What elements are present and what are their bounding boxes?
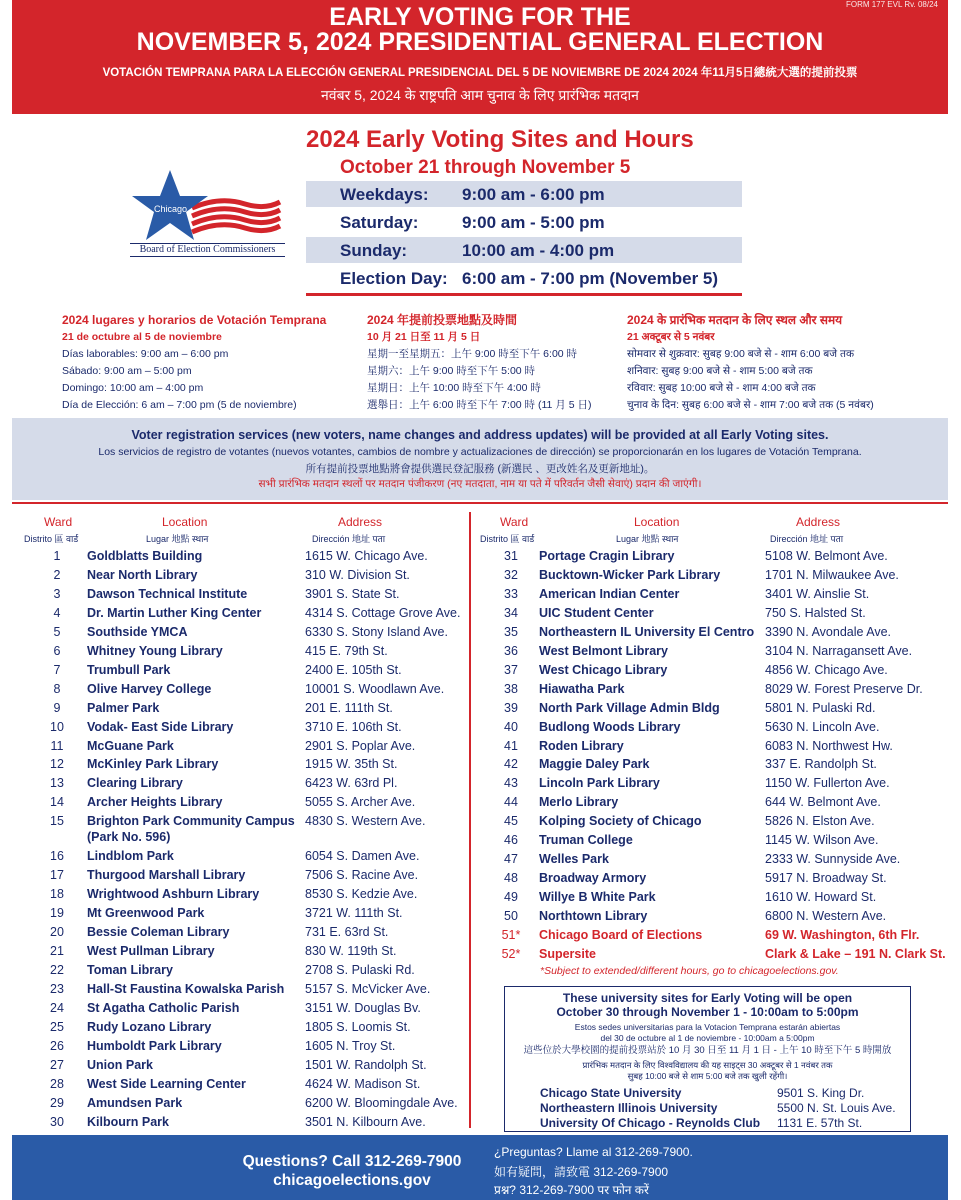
ward-row	[496, 625, 936, 644]
ward-address: 6423 W. 63rd Pl.	[305, 776, 398, 791]
ward-number: 7	[53, 662, 61, 677]
ward-number: 35	[504, 624, 518, 639]
sites-hours-title: 2024 Early Voting Sites and Hours	[306, 126, 694, 153]
ward-address: 6054 S. Damen Ave.	[305, 849, 420, 864]
ward-number: 31	[504, 549, 518, 563]
ward-number: 52*	[501, 946, 521, 961]
ward-address: 731 E. 63rd St.	[305, 925, 389, 940]
ward-location: Kilbourn Park	[87, 1114, 169, 1129]
ward-location: McGuane Park	[87, 738, 174, 753]
ward-number: 21	[50, 944, 64, 958]
header-address: Address	[796, 515, 841, 529]
ward-address: 201 E. 111th St.	[305, 700, 393, 715]
ward-number: 45	[504, 814, 518, 829]
ward-number: 2	[53, 567, 61, 582]
ward-row	[496, 852, 936, 871]
ward-address: 4624 W. Madison St.	[305, 1076, 421, 1091]
logo-org: Board of Election Commissioners	[130, 243, 285, 257]
ward-row	[496, 946, 946, 966]
ward-address: 4314 S. Cottage Grove Ave.	[305, 605, 461, 620]
ward-row	[496, 833, 936, 852]
ward-location: Whitney Young Library	[87, 643, 223, 658]
ward-address: 5055 S. Archer Ave.	[305, 795, 416, 810]
ward-row	[42, 682, 482, 701]
hours-line: Domingo: 10:00 am – 4:00 pm	[62, 382, 204, 394]
ward-row	[42, 944, 482, 963]
ward-address: 415 E. 79th St.	[305, 643, 388, 658]
ward-location: Palmer Park	[87, 700, 160, 715]
ward-address: 2333 W. Sunnyside Ave.	[765, 852, 901, 867]
header-address-sub: Dirección 地址 पता	[312, 534, 386, 544]
hours-value: 10:00 am - 4:00 pm	[462, 241, 615, 260]
footer-website-link[interactable]: chicagoelections.gov	[273, 1172, 431, 1189]
ward-row	[496, 644, 936, 663]
university-spanish-2: del 30 de octubre al 1 de noviembre - 10:00am a 5:00pm	[600, 1033, 815, 1043]
hours-chinese	[367, 312, 607, 414]
hours-row-election-day	[306, 265, 742, 291]
header-location-sub: Lugar 地點 स्थान	[146, 534, 209, 544]
ward-number: 19	[50, 906, 64, 921]
ward-number: 32	[504, 567, 518, 582]
ward-number: 39	[504, 700, 518, 715]
ward-number: 24	[50, 1000, 64, 1015]
ward-address: 8530 S. Kedzie Ave.	[305, 887, 418, 902]
hours-line: Días laborables: 9:00 am – 6:00 pm	[62, 348, 229, 360]
ward-row	[42, 1020, 482, 1039]
ward-row	[42, 1077, 482, 1096]
ward-location: Truman College	[539, 833, 633, 848]
hours-line: शनिवार: सुबह 9:00 बजे से - शाम 5:00 बजे तक	[627, 365, 813, 377]
form-number: FORM 177 EVL Rv. 08/24	[845, 0, 938, 9]
ward-number: 33	[504, 586, 518, 601]
ward-number: 20	[50, 925, 64, 940]
ward-address: 3501 N. Kilbourn Ave.	[305, 1114, 426, 1129]
ward-row	[42, 868, 482, 887]
ward-location: West Side Learning Center	[87, 1076, 246, 1091]
ward-location: West Pullman Library	[87, 944, 215, 958]
ward-address: 6800 N. Western Ave.	[765, 909, 887, 924]
hours-hindi	[627, 312, 927, 414]
ward-row	[42, 1039, 482, 1058]
ward-number: 34	[504, 605, 518, 620]
ward-location: Olive Harvey College	[87, 681, 212, 696]
ward-address: 6083 N. Northwest Hw.	[765, 738, 893, 753]
ward-location: Amundsen Park	[87, 1095, 183, 1110]
ward-number: 50	[504, 909, 518, 924]
ward-location: Supersite	[539, 946, 596, 961]
ward-address: 3151 W. Douglas Bv.	[305, 1000, 421, 1015]
ward-location: Toman Library	[87, 962, 173, 977]
ward-address: 1805 S. Loomis St.	[305, 1019, 411, 1034]
ward-location: Northeastern IL University El Centro	[539, 624, 755, 639]
ward-row	[42, 1058, 482, 1077]
ward-address: 750 S. Halsted St.	[765, 605, 866, 620]
ward-row	[42, 925, 482, 944]
ward-number: 3	[53, 586, 61, 601]
ward-row	[496, 549, 936, 568]
header-ward-sub: Distrito 區 वार्ड	[24, 534, 79, 544]
university-hindi-1: प्रारंभिक मतदान के लिए विश्वविद्यालय की यह साइट्स 30 अक्टूबर से 1 नवंबर तक	[582, 1060, 833, 1070]
header-address-sub: Dirección 地址 पता	[770, 534, 844, 544]
ward-row	[496, 795, 936, 814]
registration-english: Voter registration services (new voters, name changes and address updates) will be provided at all Early Voting sites.	[131, 428, 829, 442]
board-logo	[130, 168, 285, 264]
ward-row	[42, 887, 482, 906]
ward-number: 22	[50, 962, 64, 977]
ward-address: 1701 N. Milwaukee Ave.	[765, 567, 899, 582]
university-title-2: October 30 through November 1 - 10:00am to 5:00pm	[556, 1005, 859, 1019]
ward-number: 28	[50, 1076, 64, 1091]
ward-address: 4856 W. Chicago Ave.	[765, 662, 888, 677]
ward-location: Thurgood Marshall Library	[87, 868, 246, 883]
ward-location: Wrightwood Ashburn Library	[87, 887, 260, 902]
ward-address: 337 E. Randolph St.	[765, 757, 877, 772]
hours-label: Weekdays:	[340, 185, 429, 204]
ward-number: 12	[50, 757, 64, 772]
ward-location: Mt Greenwood Park	[87, 906, 205, 921]
ward-location: Archer Heights Library	[87, 795, 223, 810]
ward-location: Vodak- East Side Library	[87, 719, 234, 734]
ward-location: Bessie Coleman Library	[87, 925, 230, 940]
ward-number: 49	[504, 890, 518, 905]
ward-address: 3390 N. Avondale Ave.	[765, 624, 892, 639]
ward-number: 37	[504, 662, 518, 677]
ward-row	[42, 1096, 482, 1115]
hours-spanish-dates: 21 de octubre al 5 de noviembre	[62, 331, 222, 343]
ward-location: Bucktown-Wicker Park Library	[539, 567, 721, 582]
ward-location: Dr. Martin Luther King Center	[87, 605, 262, 620]
university-address: 5500 N. St. Louis Ave.	[777, 1101, 896, 1115]
hours-row-saturday	[306, 209, 742, 235]
ward-row	[42, 1001, 482, 1020]
footnote: *Subject to extended/different hours, go to chicagoelections.gov.	[540, 965, 839, 977]
ward-location: Portage Cragin Library	[539, 549, 675, 563]
ward-address: 5157 S. McVicker Ave.	[305, 981, 431, 996]
ward-row	[496, 663, 936, 682]
ward-address: 310 W. Division St.	[305, 567, 410, 582]
ward-row	[42, 982, 482, 1001]
hours-label: Election Day:	[340, 269, 448, 288]
ward-location: Merlo Library	[539, 795, 619, 810]
ward-address: 3901 S. State St.	[305, 586, 400, 601]
ward-number: 48	[504, 871, 518, 886]
hours-hindi-dates: 21 अक्टूबर से 5 नवंबर	[627, 331, 715, 343]
ward-row	[42, 720, 482, 739]
hours-line: 選舉日：上午 6:00 時至下午 7:00 時 (11 月 5 日)	[367, 399, 592, 411]
ward-number: 41	[504, 738, 518, 753]
hours-line: Sábado: 9:00 am – 5:00 pm	[62, 365, 192, 377]
ward-number: 14	[50, 795, 64, 810]
ward-location: Trumbull Park	[87, 662, 171, 677]
ward-number: 11	[50, 738, 64, 753]
ward-row	[42, 795, 482, 814]
subtitle-spanish-chinese: VOTACIÓN TEMPRANA PARA LA ELECCIÓN GENERAL PRESIDENCIAL DEL 5 DE NOVIEMBRE DE 2024 2024 年11月5日總統大選的提前投票	[102, 67, 858, 79]
hours-value: 6:00 am - 7:00 pm (November 5)	[462, 269, 719, 288]
ward-number: 46	[504, 833, 518, 848]
ward-address: 2708 S. Pulaski Rd.	[305, 962, 415, 977]
hours-chinese-title: 2024 年提前投票地點及時間	[367, 313, 518, 327]
university-chinese: 這些位於大學校園的提前投票站於 10 月 30 日至 11 月 1 日 - 上午 10 時至下午 5 時開放	[523, 1045, 892, 1056]
ward-number: 10	[50, 719, 64, 734]
university-title-1: These university sites for Early Voting will be open	[562, 991, 853, 1005]
ward-number: 36	[504, 643, 518, 658]
ward-address: Clark & Lake – 191 N. Clark St.	[765, 946, 946, 961]
ward-address: 69 W. Washington, 6th Flr.	[765, 928, 920, 942]
ward-number: 23	[50, 981, 64, 996]
ward-row	[42, 549, 482, 568]
header-ward: Ward	[44, 515, 73, 529]
ward-location: Brighton Park Community Campus	[87, 814, 295, 829]
footer	[12, 1135, 948, 1200]
ward-address: 1501 W. Randolph St.	[305, 1057, 427, 1072]
registration-chinese: 所有提前投票地點將會提供選民登記服務 (新選民 、更改姓名及更新地址)。	[305, 463, 655, 475]
ward-address: 2400 E. 105th St.	[305, 662, 402, 677]
divider	[12, 502, 948, 504]
ward-location: Welles Park	[539, 852, 609, 867]
ward-number: 38	[504, 681, 518, 696]
registration-hindi: सभी प्रारंभिक मतदान स्थलों पर मतदान पंजीकरण (नए मतदाता, नाम या पते में परिवर्तन जैसी सेवाएं) प्रदान की जाएंगी।	[258, 478, 702, 490]
ward-address: 10001 S. Woodlawn Ave.	[305, 681, 445, 696]
hours-spanish	[62, 312, 352, 414]
hours-value: 9:00 am - 6:00 pm	[462, 185, 605, 204]
ward-location: Hall-St Faustina Kowalska Parish	[87, 981, 285, 996]
footer-questions-en: Questions? Call 312-269-7900	[242, 1153, 462, 1170]
registration-notice	[12, 418, 948, 500]
ward-location: Near North Library	[87, 567, 198, 582]
ward-row	[42, 963, 482, 982]
university-hindi-2: सुबह 10:00 बजे से शाम 5:00 बजे तक खुली रहेंगी।	[627, 1071, 788, 1081]
ward-row	[42, 776, 482, 795]
hours-label: Sunday:	[340, 241, 408, 260]
ward-address: 5801 N. Pulaski Rd.	[765, 700, 876, 715]
ward-location: Humboldt Park Library	[87, 1038, 222, 1053]
ward-location: Lincoln Park Library	[539, 776, 660, 791]
ward-row	[42, 663, 482, 682]
ward-number: 5	[53, 624, 61, 639]
ward-location-line-2: (Park No. 596)	[87, 830, 171, 845]
title-line-1: EARLY VOTING FOR THE	[329, 3, 631, 31]
ward-row	[42, 701, 482, 720]
ward-row	[42, 606, 482, 625]
university-name: University Of Chicago - Reynolds Club	[540, 1116, 761, 1130]
subtitle-hindi: नवंबर 5, 2024 के राष्ट्रपति आम चुनाव के लिए प्रारंभिक मतदान	[321, 87, 639, 103]
hours-row-sunday	[306, 237, 742, 263]
ward-row	[496, 776, 936, 795]
ward-location: West Chicago Library	[539, 662, 668, 677]
ward-row	[496, 757, 936, 776]
ward-row	[496, 606, 936, 625]
ward-number: 1	[53, 549, 61, 563]
university-sites-box	[504, 986, 911, 1132]
ward-address: 8029 W. Forest Preserve Dr.	[765, 681, 923, 696]
divider	[306, 293, 742, 296]
ward-number: 8	[53, 681, 61, 696]
ward-location: Southside YMCA	[87, 624, 188, 639]
ward-location: Lindblom Park	[87, 849, 174, 864]
ward-row	[496, 739, 936, 758]
ward-row	[496, 928, 936, 947]
ward-address: 3104 N. Narragansett Ave.	[765, 643, 913, 658]
header-location: Location	[162, 515, 208, 529]
ward-location: Northtown Library	[539, 909, 648, 924]
ward-location: Hiawatha Park	[539, 681, 625, 696]
university-spanish-1: Estos sedes universitarias para la Votacion Temprana estarán abiertas	[574, 1022, 841, 1032]
university-name: Chicago State University	[540, 1086, 682, 1100]
ward-row	[496, 701, 936, 720]
ward-number: 29	[50, 1095, 64, 1110]
hours-line: 星期日：上午 10:00 時至下午 4:00 時	[367, 382, 541, 394]
ward-address: 5826 N. Elston Ave.	[765, 814, 875, 829]
ward-number: 17	[50, 868, 64, 883]
ward-number: 9	[53, 700, 61, 715]
ward-row	[42, 849, 482, 868]
ward-location: West Belmont Library	[539, 643, 668, 658]
ward-location: Broadway Armory	[539, 871, 647, 886]
ward-address: 1615 W. Chicago Ave.	[305, 549, 428, 563]
ward-address: 830 W. 119th St.	[305, 944, 397, 958]
ward-address: 7506 S. Racine Ave.	[305, 868, 419, 883]
ward-number: 4	[53, 605, 61, 620]
ward-address: 5108 W. Belmont Ave.	[765, 549, 888, 563]
registration-spanish: Los servicios de registro de votantes (nuevos votantes, cambios de nombre y actualizaciones de dirección) se proporcionarán en los lugares de Votación Temprana.	[98, 446, 862, 458]
ward-number: 43	[504, 776, 518, 791]
hours-line: सोमवार से शुक्रवार: सुबह 9:00 बजे से - शाम 6:00 बजे तक	[627, 348, 855, 360]
ward-number: 16	[50, 849, 64, 864]
ward-location: Willye B White Park	[539, 890, 656, 905]
logo-city: Chicago	[153, 204, 188, 214]
hours-value: 9:00 am - 5:00 pm	[462, 213, 605, 232]
ward-row	[496, 720, 936, 739]
ward-row	[496, 682, 936, 701]
ward-address: 3721 W. 111th St.	[305, 906, 403, 921]
hours-chinese-dates: 10 月 21 日至 11 月 5 日	[367, 331, 481, 343]
ward-row	[496, 814, 936, 833]
ward-row	[42, 568, 482, 587]
header-ward-sub: Distrito 區 वार्ड	[480, 534, 535, 544]
ward-location: Chicago Board of Elections	[539, 928, 703, 942]
hours-line: 星期六：上午 9:00 時至下午 5:00 時	[367, 365, 536, 377]
header-address: Address	[338, 515, 383, 529]
footer-questions-zh: 如有疑問，請致電 312-269-7900	[494, 1165, 669, 1179]
ward-address: 4830 S. Western Ave.	[305, 814, 426, 829]
ward-number: 51*	[501, 928, 521, 942]
ward-location: Budlong Woods Library	[539, 719, 681, 734]
ward-number: 42	[504, 757, 518, 772]
ward-location: North Park Village Admin Bldg	[539, 700, 720, 715]
header-location-sub: Lugar 地點 स्थान	[616, 534, 679, 544]
hours-line: रविवार: सुबह 10:00 बजे से - शाम 4:00 बजे तक	[627, 382, 816, 394]
ward-address: 6200 W. Bloomingdale Ave.	[305, 1095, 458, 1110]
ward-row	[496, 871, 936, 890]
ward-address: 6330 S. Stony Island Ave.	[305, 624, 448, 639]
hours-row-weekdays	[306, 181, 742, 207]
title-line-2: NOVEMBER 5, 2024 PRESIDENTIAL GENERAL ELECTION	[136, 28, 824, 56]
ward-location: Maggie Daley Park	[539, 757, 650, 772]
ward-location: Dawson Technical Institute	[87, 586, 248, 601]
ward-address: 2901 S. Poplar Ave.	[305, 738, 416, 753]
ward-location: Roden Library	[539, 738, 624, 753]
ward-address: 1605 N. Troy St.	[305, 1038, 396, 1053]
header-ward: Ward	[500, 515, 529, 529]
ward-row	[42, 739, 482, 758]
ward-address: 1915 W. 35th St.	[305, 757, 398, 772]
ward-row	[42, 906, 482, 925]
university-name: Northeastern Illinois University	[540, 1101, 718, 1115]
ward-address: 3710 E. 106th St.	[305, 719, 402, 734]
ward-number: 6	[53, 643, 61, 658]
ward-row	[496, 587, 936, 606]
ward-row	[42, 644, 482, 663]
ward-address: 644 W. Belmont Ave.	[765, 795, 881, 810]
ward-address: 5917 N. Broadway St.	[765, 871, 887, 886]
hours-line: चुनाव के दिन: सुबह 6:00 बजे से - शाम 7:00 बजे तक (5 नवंबर)	[627, 399, 874, 411]
ward-location: McKinley Park Library	[87, 757, 219, 772]
ward-location: American Indian Center	[539, 586, 680, 601]
ward-row	[496, 568, 936, 587]
ward-number: 30	[50, 1114, 64, 1129]
ward-row	[42, 625, 482, 644]
ward-address: 1145 W. Wilson Ave.	[765, 833, 879, 848]
ward-row	[42, 587, 482, 606]
ward-number: 25	[50, 1019, 64, 1034]
ward-address: 1150 W. Fullerton Ave.	[765, 776, 890, 791]
hours-hindi-title: 2024 के प्रारंभिक मतदान के लिए स्थल और समय	[627, 313, 843, 327]
ward-location: UIC Student Center	[539, 605, 654, 620]
ward-address: 3401 W. Ainslie St.	[765, 586, 870, 601]
ward-number: 18	[50, 887, 64, 902]
ward-number: 47	[504, 852, 518, 867]
university-address: 1131 E. 57th St.	[777, 1116, 863, 1130]
footer-questions-sp: ¿Preguntas? Llame al 312-269-7900.	[494, 1145, 693, 1159]
header-banner	[12, 0, 948, 114]
ward-location: Clearing Library	[87, 776, 183, 791]
sites-hours-dates: October 21 through November 5	[340, 157, 631, 178]
university-address: 9501 S. King Dr.	[777, 1086, 865, 1100]
ward-location: Rudy Lozano Library	[87, 1019, 212, 1034]
ward-row	[42, 1115, 482, 1134]
hours-spanish-title: 2024 lugares y horarios de Votación Temprana	[62, 313, 327, 327]
ward-number: 40	[504, 719, 518, 734]
ward-location: Kolping Society of Chicago	[539, 814, 702, 829]
ward-address: 5630 N. Lincoln Ave.	[765, 719, 880, 734]
ward-location: Union Park	[87, 1057, 153, 1072]
ward-location: St Agatha Catholic Parish	[87, 1000, 240, 1015]
hours-label: Saturday:	[340, 213, 419, 232]
ward-row	[42, 757, 482, 776]
ward-location: Goldblatts Building	[87, 549, 203, 563]
ward-row	[496, 890, 936, 909]
header-location: Location	[634, 515, 680, 529]
ward-number: 27	[50, 1057, 64, 1072]
ward-number: 26	[50, 1038, 64, 1053]
ward-number: 44	[504, 795, 518, 810]
hours-line: Día de Elección: 6 am – 7:00 pm (5 de noviembre)	[62, 399, 297, 411]
ward-row	[496, 909, 936, 928]
ward-number: 13	[50, 776, 64, 791]
footer-questions-hi: प्रश्न? 312-269-7900 पर फोन करें	[494, 1183, 649, 1197]
ward-address: 1610 W. Howard St.	[765, 890, 877, 905]
ward-number: 15	[50, 814, 64, 829]
hours-line: 星期一至星期五：上午 9:00 時至下午 6:00 時	[367, 348, 578, 360]
